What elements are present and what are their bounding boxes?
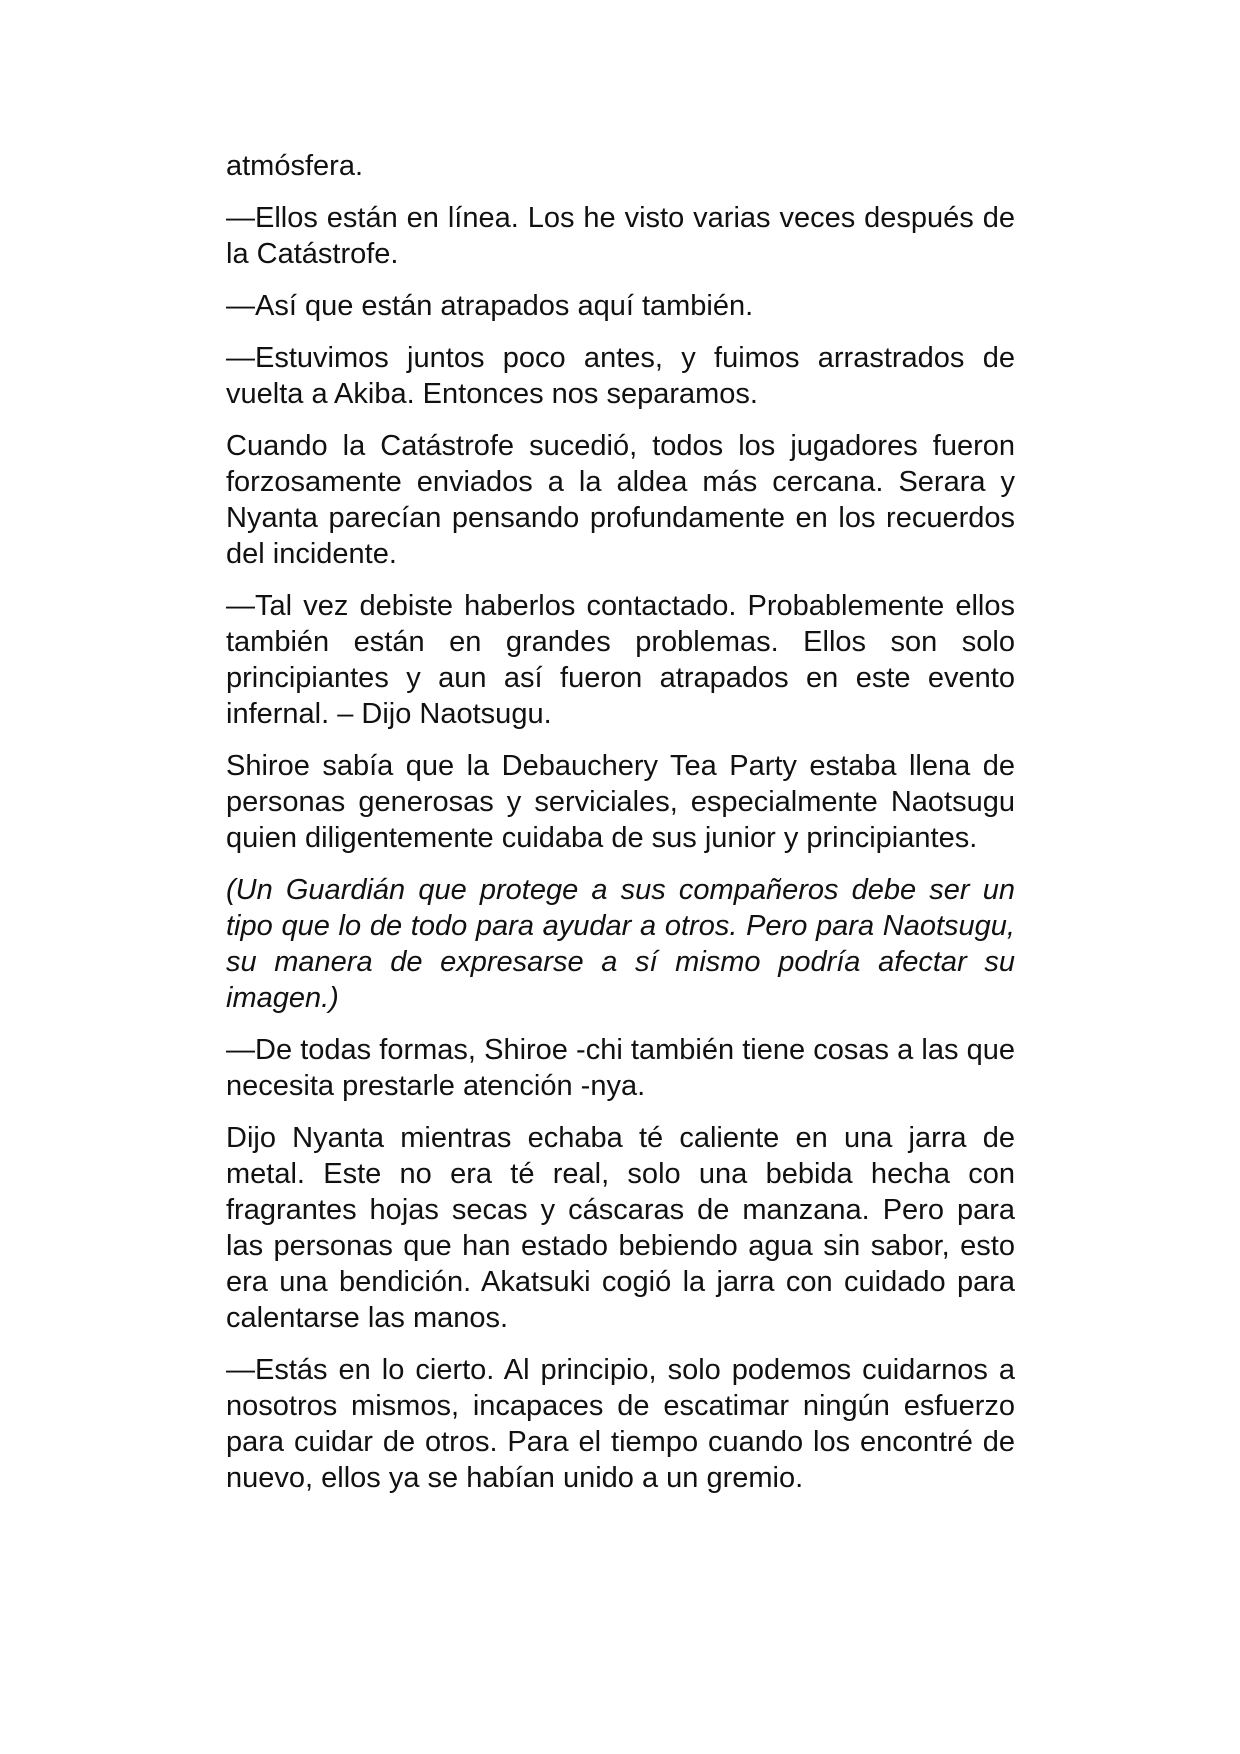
text-column <box>226 148 1015 1512</box>
paragraph: —Ellos están en línea. Los he visto varias veces después de la Catástrofe. <box>226 202 1015 270</box>
paragraph: —Estás en lo cierto. Al principio, solo podemos cuidarnos a nosotros mismos, incapaces de escatimar ningún esfuerzo para cuidar de otros. Para el tiempo cuando los encontré de nuevo, ellos ya se habían unido a un gremio. <box>226 1354 1015 1494</box>
paragraph: —Así que están atrapados aquí también. <box>226 290 754 322</box>
italic-thought-paragraph: (Un Guardián que protege a sus compañeros debe ser un tipo que lo de todo para ayudar a otros. Pero para Naotsugu, su manera de expresarse a sí mismo podría afectar su imagen.) <box>226 874 1015 1014</box>
paragraph: Shiroe sabía que la Debauchery Tea Party estaba llena de personas generosas y serviciales, especialmente Naotsugu quien diligentemente cuidaba de sus junior y principiantes. <box>226 750 1015 854</box>
paragraph: —De todas formas, Shiroe -chi también tiene cosas a las que necesita prestarle atención -nya. <box>226 1034 1015 1102</box>
paragraph: atmósfera. <box>226 150 363 182</box>
paragraph: Cuando la Catástrofe sucedió, todos los jugadores fueron forzosamente enviados a la aldea más cercana. Serara y Nyanta parecían pensando profundamente en los recuerdos del incidente. <box>226 430 1015 570</box>
paragraph: Dijo Nyanta mientras echaba té caliente en una jarra de metal. Este no era té real, solo una bebida hecha con fragrantes hojas secas y cáscaras de manzana. Pero para las personas que han estado bebiendo agua sin sabor, esto era una bendición. Akatsuki cogió la jarra con cuidado para calentarse las manos. <box>226 1122 1015 1334</box>
paragraph: —Tal vez debiste haberlos contactado. Probablemente ellos también están en grandes problemas. Ellos son solo principiantes y aun así fueron atrapados en este evento infernal. – Dijo Naotsugu. <box>226 590 1015 730</box>
paragraph: —Estuvimos juntos poco antes, y fuimos arrastrados de vuelta a Akiba. Entonces nos separamos. <box>226 342 1015 410</box>
